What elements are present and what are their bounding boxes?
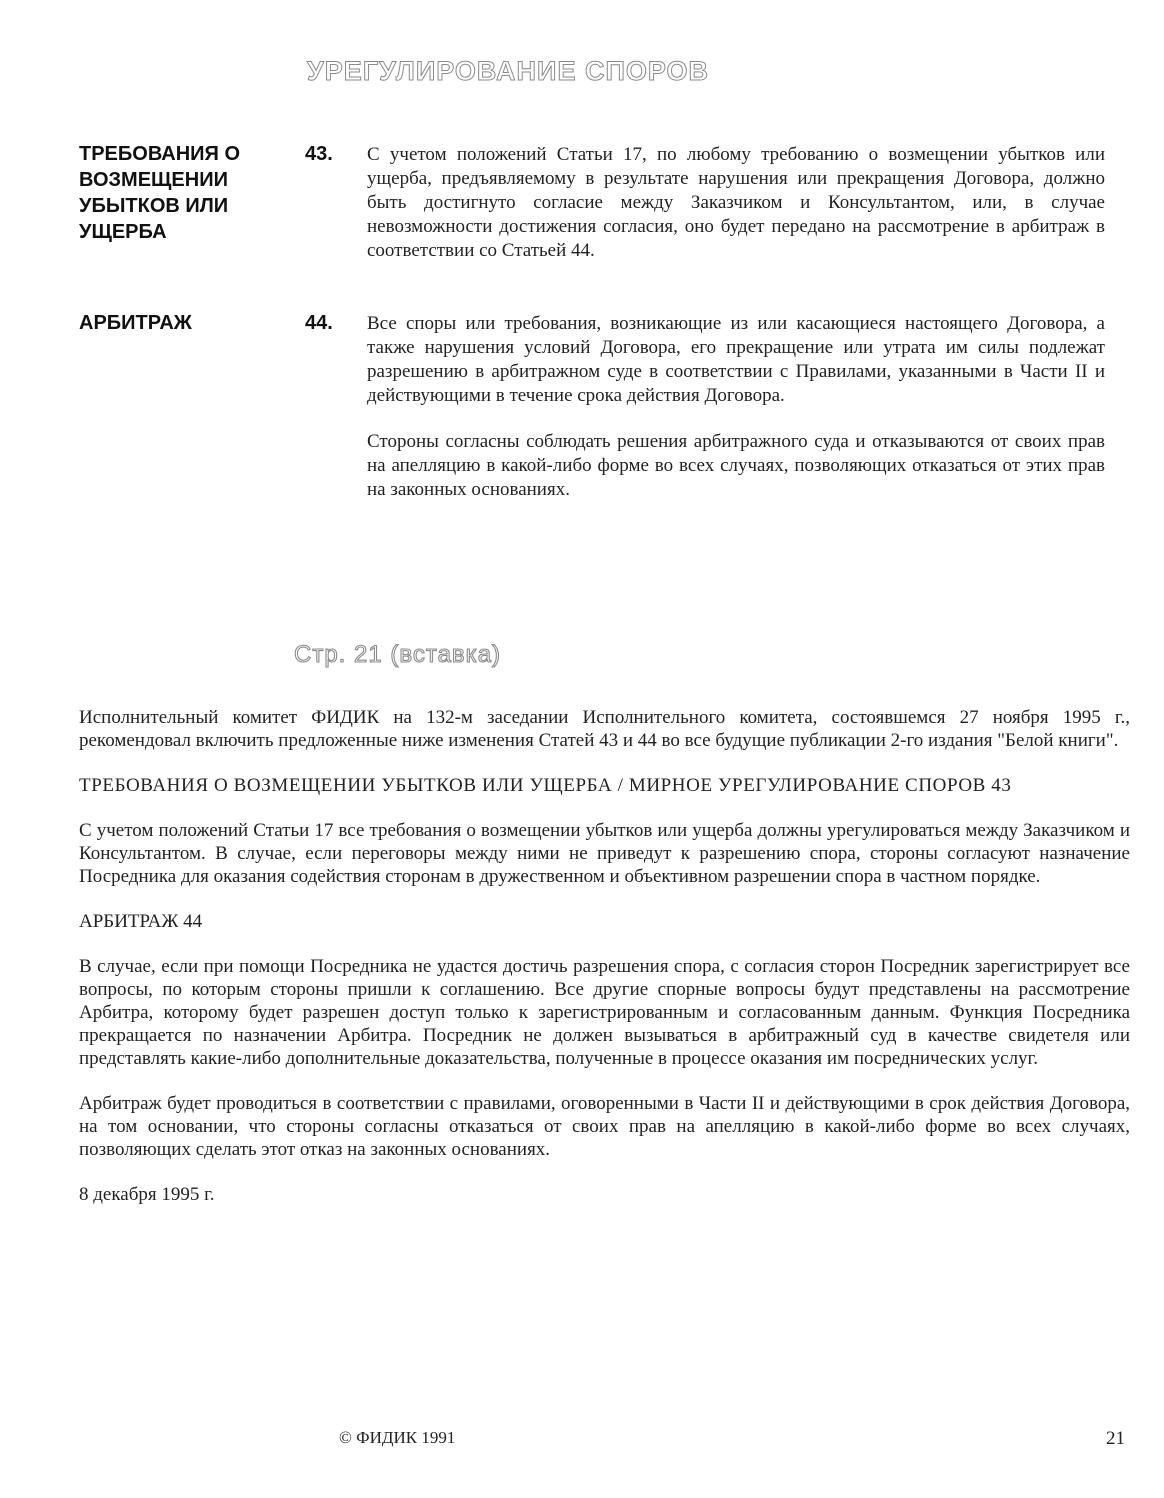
clause-text (367, 143, 1105, 263)
section-title: УРЕГУЛИРОВАНИЕ СПОРОВ (307, 56, 710, 86)
clause-text (367, 312, 1105, 502)
insert-intro: Исполнительный комитет ФИДИК на 132-м заседании Исполнительного комитета, состоявшемся 27 ноября 1995 г., рекомендовал включить предложенные ниже изменения Статей 43 и 44 во все будущие публикации 2-го издания "Белой книги". (79, 707, 1130, 751)
footer-copyright: © ФИДИК 1991 (339, 1428, 456, 1447)
clause-paragraph: Стороны согласны соблюдать решения арбитражного суда и отказываются от своих прав на апелляцию в какой-либо форме во всех случаях, позволяющих отказаться от этих прав на законных основаниях. (367, 431, 1105, 500)
insert-text-44a: В случае, если при помощи Посредника не удастся достичь разрешения спора, с согласия сторон Посредник зарегистрирует все вопросы, по которым стороны пришли к соглашению. Все другие спорные вопросы будут представлены на рассмотрение Арбитра, которому будет разрешен доступ только к зарегистрированным и согласованным данным. Функция Посредника прекращается по назначении Арбитра. Посредник не должен вызываться в арбитражный суд в качестве свидетеля или представлять какие-либо дополнительные доказательства, полученные в процессе оказания им посреднических услуг. (79, 956, 1130, 1069)
clause-label: ТРЕБОВАНИЯ О ВОЗМЕЩЕНИИ УБЫТКОВ ИЛИ УЩЕРБА (79, 143, 241, 243)
insert-text-43: С учетом положений Статьи 17 все требования о возмещении убытков или ущерба должны урегулироваться между Заказчиком и Консультантом. В случае, если переговоры между ними не приведут к разрешению спора, стороны согласуют назначение Посредника для оказания содействия сторонам в дружественном и объективном разрешении спора в частном порядке. (79, 820, 1130, 887)
insert-heading-44: АРБИТРАЖ 44 (79, 911, 203, 932)
page-number: 21 (1106, 1428, 1125, 1449)
clause-number: 43. (305, 143, 333, 165)
clause-paragraph: Все споры или требования, возникающие из или касающиеся настоящего Договора, а также нарушения условий Договора, его прекращение или утрата им силы подлежат разрешению в арбитражном суде в соответствии с Правилами, указанными в Части II и действующими в течение срока действия Договора. (367, 313, 1105, 406)
clause-number: 44. (305, 312, 333, 334)
insert-date: 8 декабря 1995 г. (79, 1184, 215, 1205)
clause-paragraph: С учетом положений Статьи 17, по любому требованию о возмещении убытков или ущерба, предъявляемому в результате нарушения или прекращения Договора, должно быть достигнуто согласие между Заказчиком и Консультантом, или, в случае невозможности достижения согласия, оно будет передано на рассмотрение в арбитраж в соответствии со Статьей 44. (367, 144, 1105, 261)
insert-heading-43: ТРЕБОВАНИЯ О ВОЗМЕЩЕНИИ УБЫТКОВ ИЛИ УЩЕРБА / МИРНОЕ УРЕГУЛИРОВАНИЕ СПОРОВ 43 (79, 775, 1012, 796)
insert-text-44b: Арбитраж будет проводиться в соответствии с правилами, оговоренными в Части II и действующими в срок действия Договора, на том основании, что стороны согласны отказаться от своих прав на апелляцию в какой-либо форме во всех случаях, позволяющих сделать этот отказ на законных основаниях. (79, 1093, 1130, 1160)
clause-label: АРБИТРАЖ (79, 312, 192, 334)
insert-title: Стр. 21 (вставка) (294, 641, 502, 668)
insert-body (79, 706, 1130, 1228)
